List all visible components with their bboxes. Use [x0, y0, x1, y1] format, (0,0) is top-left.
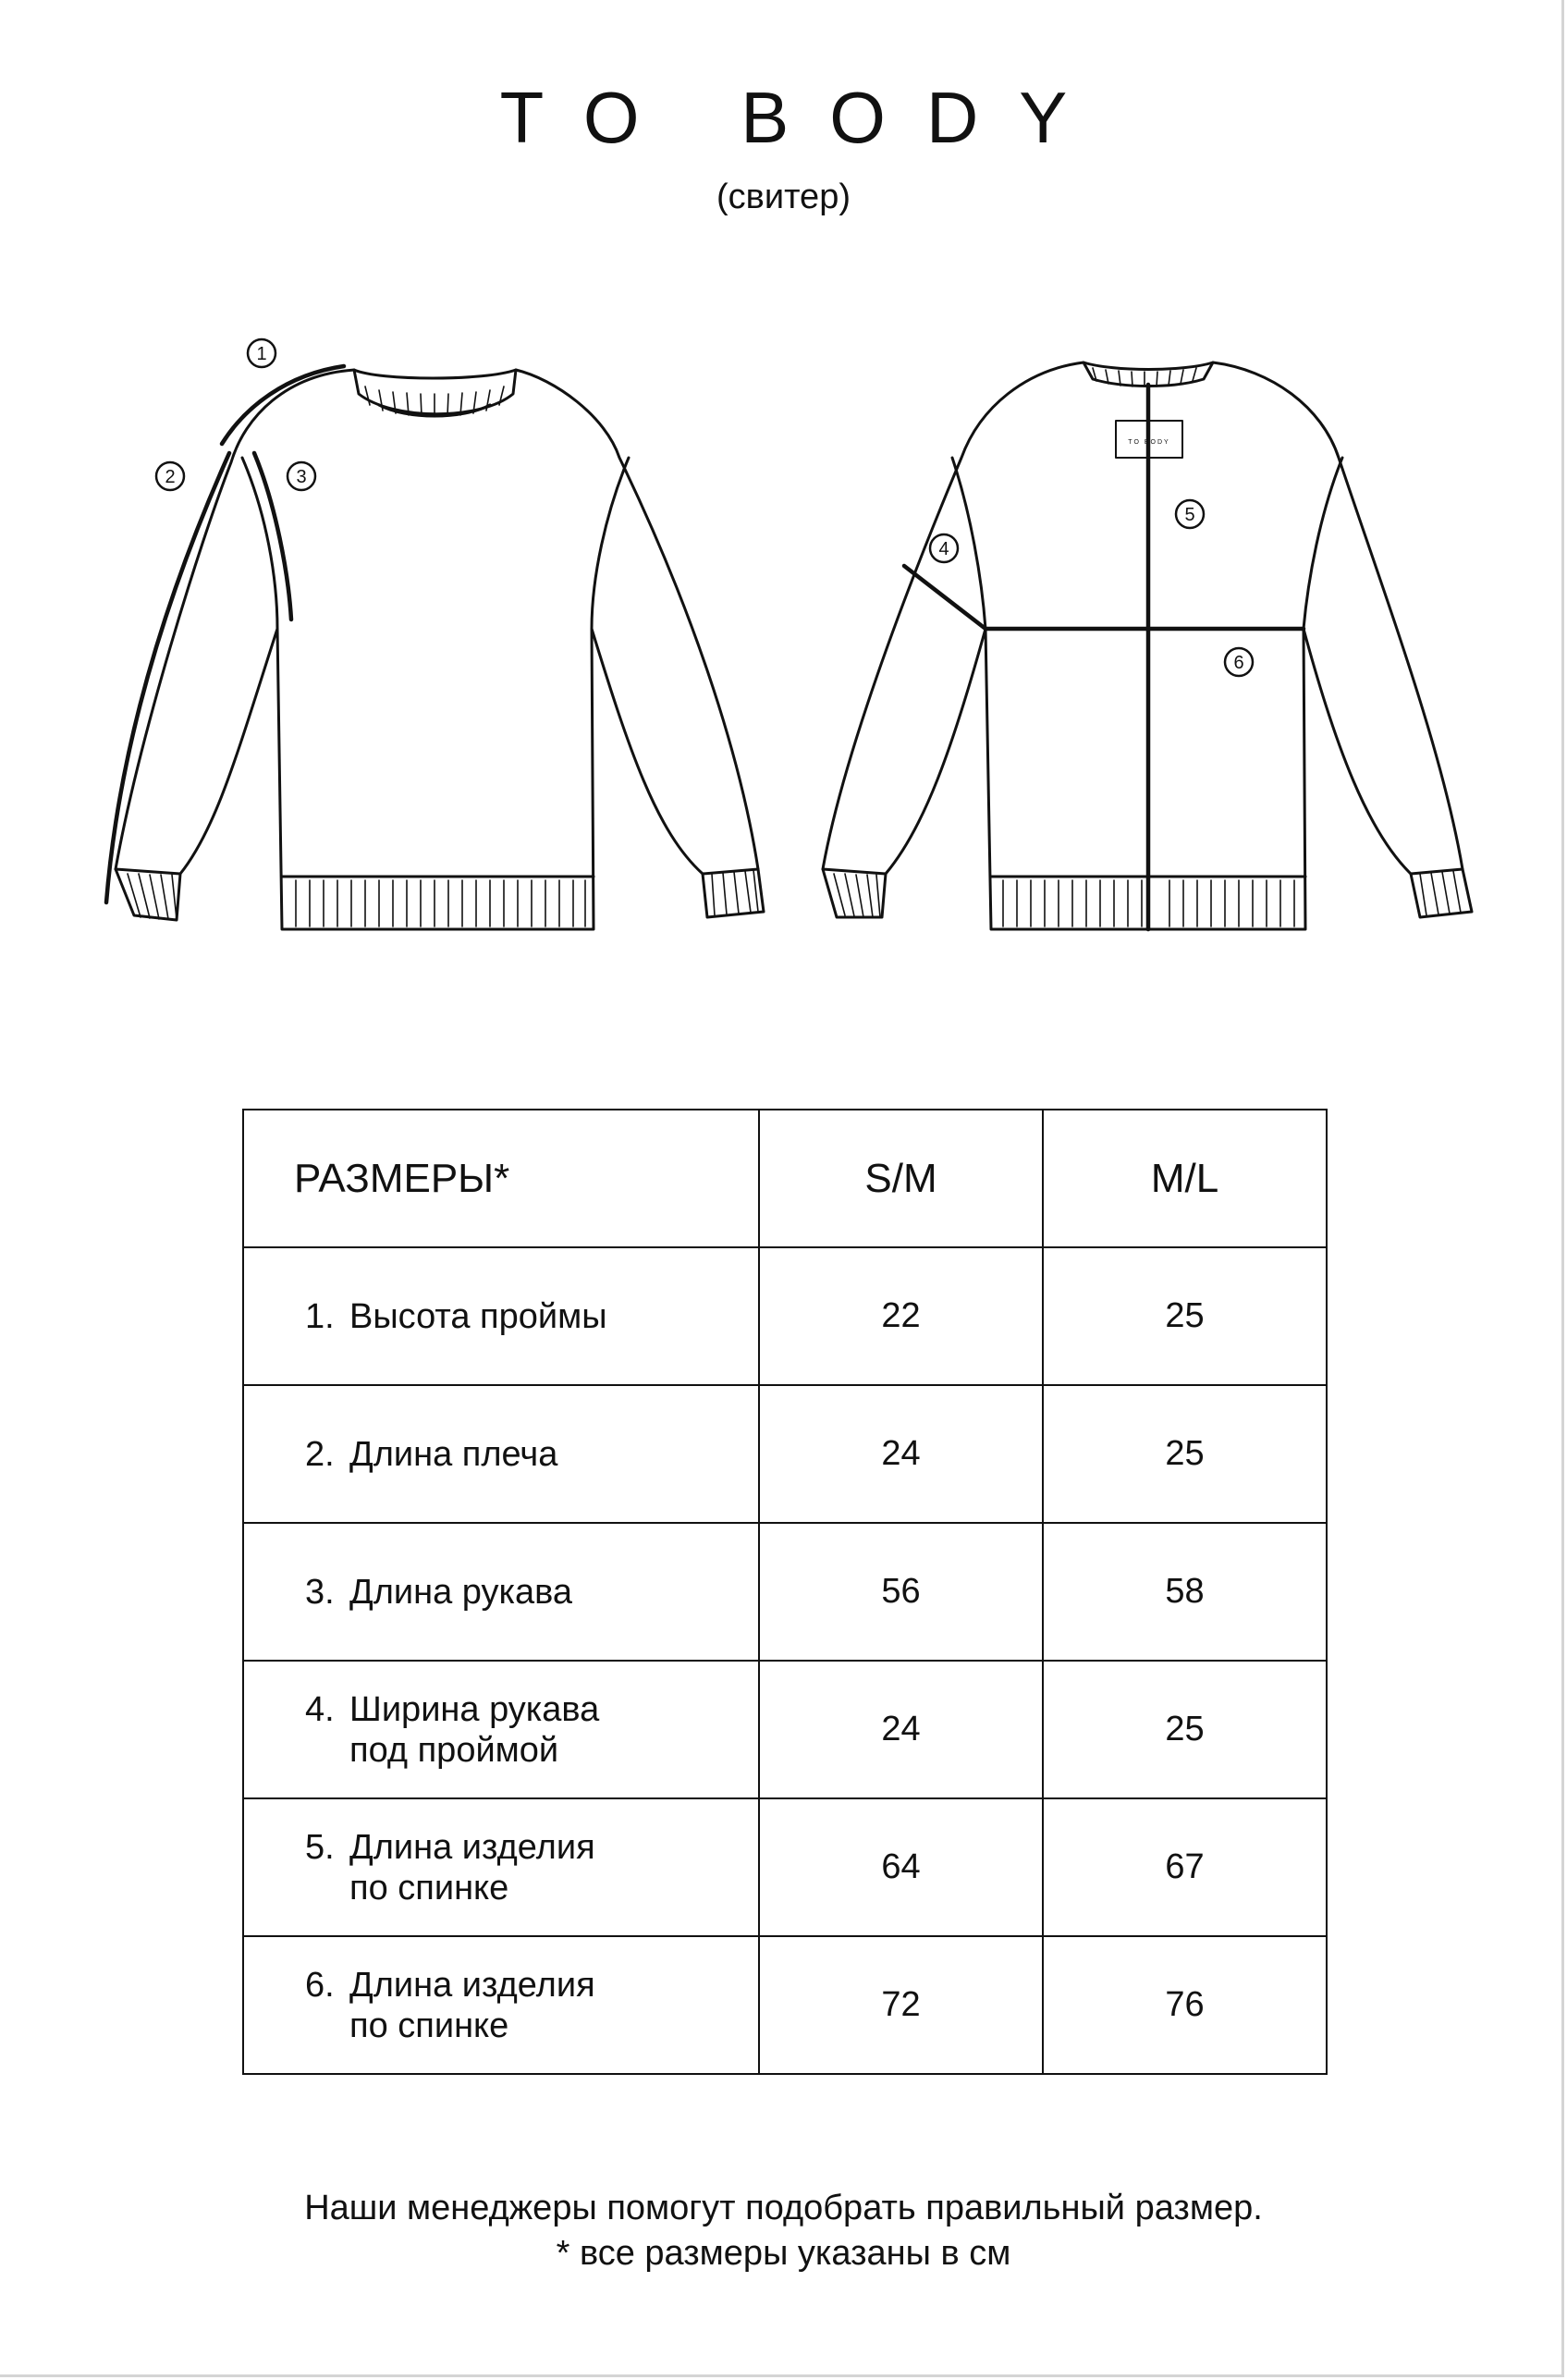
measure-line-1 — [222, 366, 344, 444]
front-sweater-drawing — [116, 370, 764, 929]
row-text: Длина рукава — [349, 1572, 573, 1612]
row-label — [243, 1936, 759, 2074]
table-row — [243, 1936, 1327, 2074]
marker-2: 2 — [165, 467, 176, 487]
row-label — [243, 1523, 759, 1661]
footer-units-note: * все размеры указаны в см — [556, 2234, 1011, 2273]
value-ml: 76 — [1043, 1936, 1327, 2074]
value-ml: 58 — [1043, 1523, 1327, 1661]
marker-6: 6 — [1233, 653, 1244, 673]
row-number: 1. — [305, 1296, 335, 1336]
table-row — [243, 1523, 1327, 1661]
table-row — [243, 1661, 1327, 1798]
table-header-row — [243, 1110, 1327, 1247]
row-text-2: под проймой — [349, 1730, 559, 1770]
value-sm: 64 — [759, 1798, 1043, 1936]
row-number: 6. — [305, 1965, 335, 2005]
row-text: Длина изделия — [349, 1965, 595, 2005]
product-subtitle: (свитер) — [716, 178, 851, 216]
footer-note: Наши менеджеры помогут подобрать правильный размер. — [304, 2189, 1263, 2227]
row-text: Высота проймы — [349, 1296, 607, 1336]
value-sm: 56 — [759, 1523, 1043, 1661]
sweater-diagram — [0, 305, 1567, 971]
measure-line-4 — [904, 566, 985, 629]
marker-1: 1 — [256, 344, 267, 364]
row-text-2: по спинке — [349, 1868, 509, 1908]
value-sm: 22 — [759, 1247, 1043, 1385]
row-number: 4. — [305, 1689, 335, 1729]
value-sm: 24 — [759, 1385, 1043, 1523]
row-label — [243, 1385, 759, 1523]
header-sizes: РАЗМЕРЫ* — [243, 1110, 759, 1247]
marker-4: 4 — [938, 539, 949, 559]
brand-title: TO BODY — [499, 77, 1108, 158]
row-number: 5. — [305, 1827, 335, 1867]
measure-line-3 — [254, 453, 291, 620]
row-text-2: по спинке — [349, 2006, 509, 2045]
table-row — [243, 1247, 1327, 1385]
table-row — [243, 1798, 1327, 1936]
row-label — [243, 1798, 759, 1936]
row-text: Длина изделия — [349, 1827, 595, 1867]
value-ml: 67 — [1043, 1798, 1327, 1936]
row-text: Длина плеча — [349, 1434, 558, 1474]
header-sm: S/M — [759, 1110, 1043, 1247]
marker-3: 3 — [296, 467, 307, 487]
value-ml: 25 — [1043, 1661, 1327, 1798]
row-label — [243, 1247, 759, 1385]
row-number: 3. — [305, 1572, 335, 1612]
row-label — [243, 1661, 759, 1798]
header-ml: M/L — [1043, 1110, 1327, 1247]
value-ml: 25 — [1043, 1385, 1327, 1523]
row-text: Ширина рукава — [349, 1689, 600, 1729]
row-number: 2. — [305, 1434, 335, 1474]
marker-5: 5 — [1184, 505, 1195, 525]
value-sm: 24 — [759, 1661, 1043, 1798]
table-row — [243, 1385, 1327, 1523]
value-sm: 72 — [759, 1936, 1043, 2074]
back-label-text: TO BODY — [1128, 439, 1170, 446]
size-table — [242, 1109, 1328, 2075]
value-ml: 25 — [1043, 1247, 1327, 1385]
